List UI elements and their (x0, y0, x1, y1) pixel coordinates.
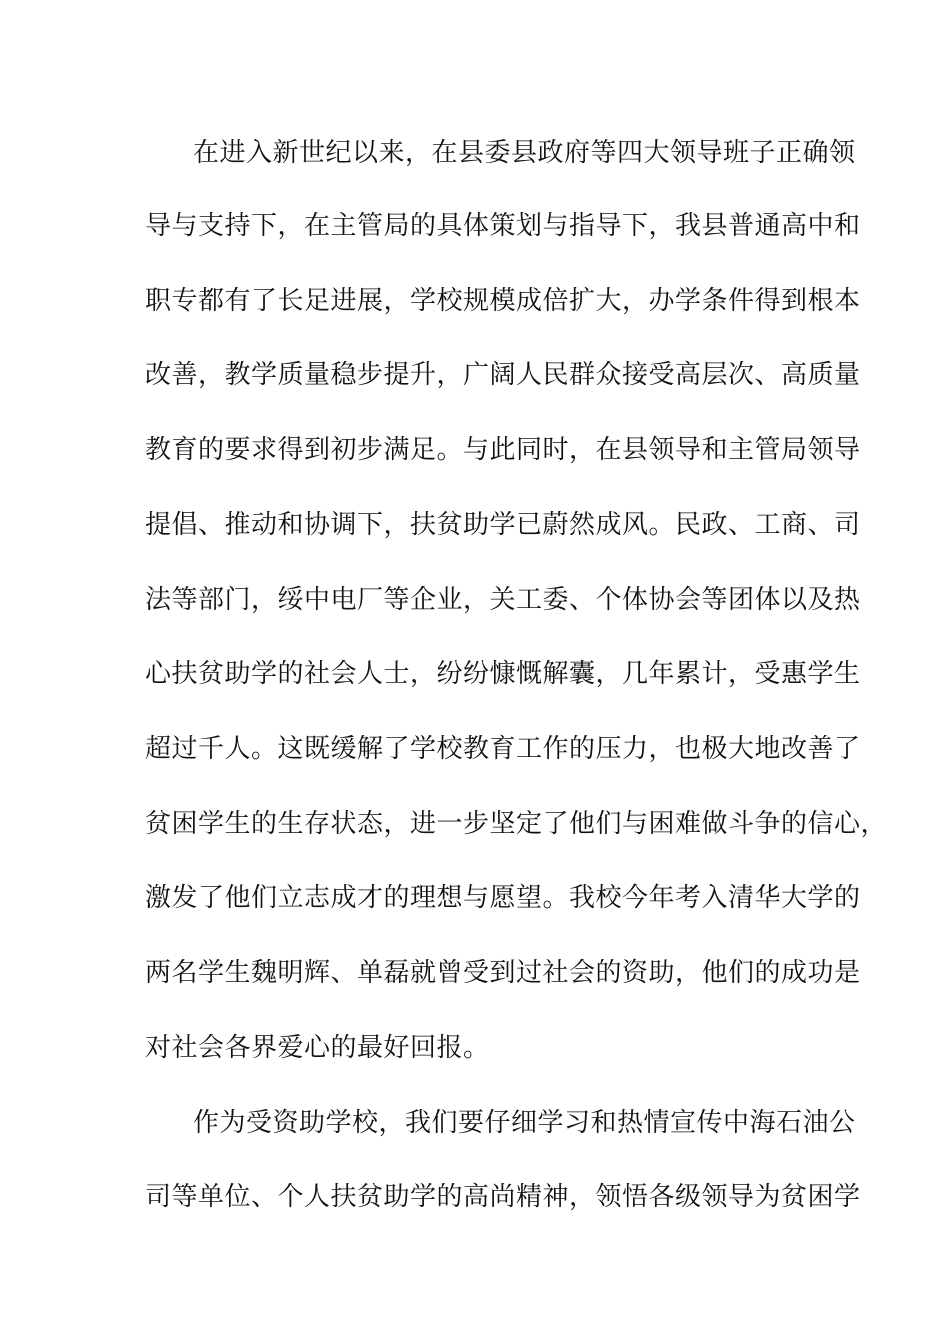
paragraph-1-line-9: 超过千人。这既缓解了学校教育工作的压力，也极大地改善了 (145, 734, 861, 764)
paragraph-1-line-8: 心扶贫助学的社会人士，纷纷慷慨解囊，几年累计，受惠学生 (145, 659, 861, 689)
paragraph-1-line-10: 贫困学生的生存状态，进一步坚定了他们与困难做斗争的信心， (145, 809, 888, 839)
paragraph-1-line-5: 教育的要求得到初步满足。与此同时，在县领导和主管局领导 (145, 435, 861, 465)
paragraph-1-line-11: 激发了他们立志成才的理想与愿望。我校今年考入清华大学的 (145, 883, 861, 913)
paragraph-1-line-3: 职专都有了长足进展，学校规模成倍扩大，办学条件得到根本 (145, 286, 861, 316)
paragraph-1-line-6: 提倡、推动和协调下，扶贫助学已蔚然成风。民政、工商、司 (145, 510, 861, 540)
paragraph-2-line-1: 作为受资助学校，我们要仔细学习和热情宣传中海石油公 (193, 1108, 856, 1138)
paragraph-1-line-7: 法等部门，绥中电厂等企业，关工委、个体协会等团体以及热 (145, 585, 861, 615)
paragraph-1-line-2: 导与支持下，在主管局的具体策划与指导下，我县普通高中和 (145, 211, 861, 241)
paragraph-1-line-13: 对社会各界爱心的最好回报。 (145, 1033, 490, 1063)
paragraph-1-line-1: 在进入新世纪以来，在县委县政府等四大领导班子正确领 (193, 138, 856, 168)
paragraph-2-line-2: 司等单位、个人扶贫助学的高尚精神，领悟各级领导为贫困学 (145, 1182, 861, 1212)
paragraph-1-line-4: 改善，教学质量稳步提升，广阔人民群众接受高层次、高质量 (145, 360, 861, 390)
paragraph-1-line-12: 两名学生魏明辉、单磊就曾受到过社会的资助，他们的成功是 (145, 958, 861, 988)
